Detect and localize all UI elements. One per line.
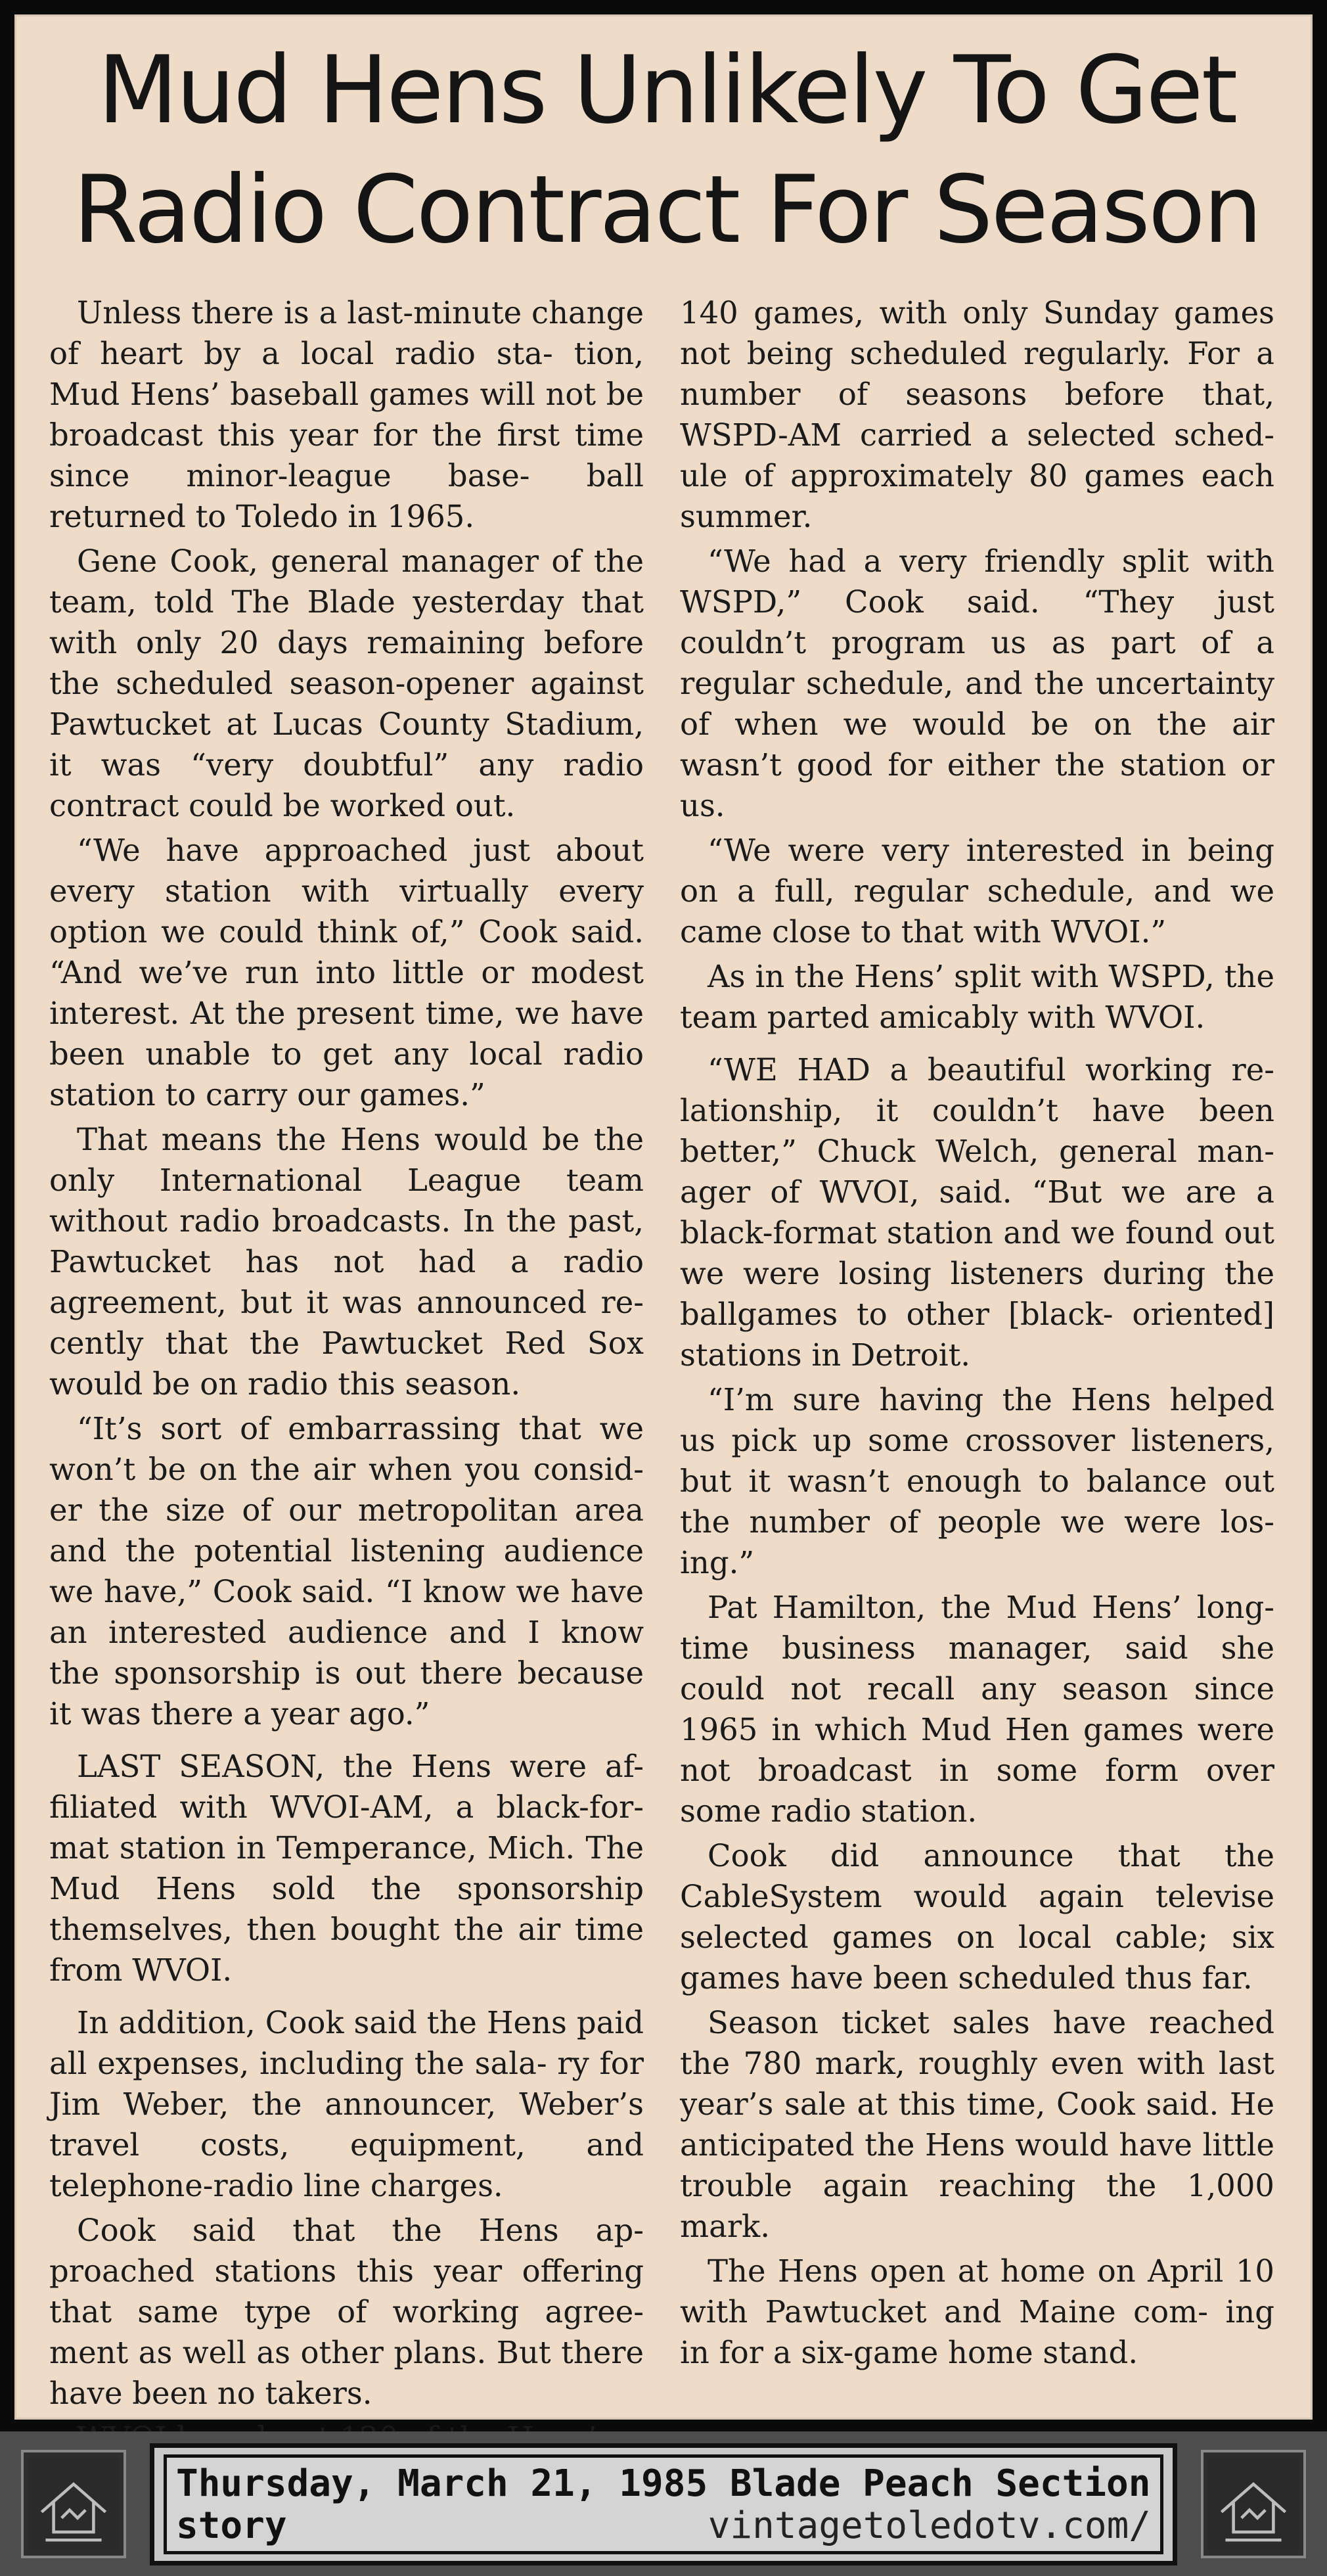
- vintage-toledo-tv-logo-icon: [1201, 2450, 1306, 2558]
- paragraph: Unless there is a last-minute change of heart by a local radio sta- tion, Mud Hens’ baseball games will not be broadcast this year for the first time since minor-league base- ball returned to Toledo in 1965.: [49, 295, 644, 534]
- logo-graphic: [24, 2452, 124, 2556]
- paragraph: Cook said that the Hens ap- proached stations this year offering that same type of working agree- ment as well as other plans. But there have been no takers.: [49, 2213, 644, 2411]
- paragraph: LAST SEASON, the Hens were af- filiated with WVOI-AM, a black-for- mat station in Temperance, Mich. The Mud Hens sold the sponsorship themselves, then bought the air time from WVOI.: [49, 1749, 644, 1988]
- right-column: [680, 292, 1274, 2415]
- paragraph: Pat Hamilton, the Mud Hens’ long- time business manager, said she could not recall any season since 1965 in which Mud Hen games were not broadcast in some form over some radio station.: [680, 1590, 1274, 1829]
- paragraph: “We have approached just about every station with virtually every option we could think of,” Cook said. “And we’ve run into little or modest interest. At the present time, we have been unable to get any local radio station to carry our games.”: [49, 833, 644, 1113]
- left-column: [49, 292, 644, 2415]
- paragraph: “It’s sort of embarrassing that we won’t be on the air when you consid- er the size of our metropolitan area and the potential listening audience we have,” Cook said. “I know we have an interested audience and I know the sponsorship is out there because it was there a year ago.”: [49, 1411, 644, 1732]
- caption-inner: [164, 2454, 1163, 2554]
- paragraph: “We were very interested in being on a full, regular schedule, and we came close to that with WVOI.”: [680, 833, 1274, 950]
- newspaper-clipping: [14, 14, 1313, 2420]
- headline-line-2: Radio Contract For Season: [73, 156, 1261, 264]
- paragraph: In addition, Cook said the Hens paid all expenses, including the sala- ry for Jim Weber, the announcer, Weber’s travel costs, equipment, and telephone-radio line charges.: [49, 2005, 644, 2203]
- paragraph: That means the Hens would be the only International League team without radio broadcasts. In the past, Pawtucket has not had a radio agreement, but it was announced re- cently that the Pawtucket Red Sox would be on radio this season.: [49, 1122, 644, 1402]
- paragraph: Season ticket sales have reached the 780 mark, roughly even with last year’s sale at this time, Cook said. He anticipated the Hens would have little trouble again reaching the 1,000 mark.: [680, 2005, 1274, 2244]
- caption-box: [150, 2443, 1177, 2565]
- vintage-toledo-tv-logo-icon: [21, 2450, 126, 2558]
- paragraph: “We had a very friendly split with WSPD,” Cook said. “They just couldn’t program us as part of a regular schedule, and the uncertainty of when we would be on the air wasn’t good for either the station or us.: [680, 543, 1274, 823]
- caption-line-2: story: [176, 2504, 287, 2547]
- paragraph: Cook did announce that the CableSystem would again televise selected games on local cable; six games have been scheduled thus far.: [680, 1838, 1274, 1996]
- paragraph: Gene Cook, general manager of the team, told The Blade yesterday that with only 20 days remaining before the scheduled season-opener against Pawtucket at Lucas County Stadium, it was “very doubtful” any radio contract could be worked out.: [49, 543, 644, 823]
- headline: [43, 31, 1291, 270]
- paragraph: “WE HAD a beautiful working re- lationship, it couldn’t have been better,” Chuck Welch, general man- ager of WVOI, said. “But we are a black-format station and we found out we were losing listeners during the ballgames to other [black- oriented] stations in Detroit.: [680, 1052, 1274, 1373]
- caption-url: vintagetoledotv.com/: [708, 2504, 1151, 2547]
- paragraph: The Hens open at home on April 10 with Pawtucket and Maine com- ing in for a six-game home stand.: [680, 2253, 1274, 2370]
- paragraph: 140 games, with only Sunday games not being scheduled regularly. For a number of seasons before that, WSPD-AM carried a selected sched- ule of approximately 80 games each summer.: [680, 295, 1274, 534]
- caption-line-1: Thursday, March 21, 1985 Blade Peach Section: [176, 2462, 1151, 2505]
- logo-graphic: [1203, 2452, 1303, 2556]
- paragraph: As in the Hens’ split with WSPD, the team parted amicably with WVOI.: [680, 959, 1274, 1035]
- paragraph: “I’m sure having the Hens helped us pick up some crossover listeners, but it wasn’t enough to balance out the number of people we were los- ing.”: [680, 1382, 1274, 1580]
- headline-line-1: Mud Hens Unlikely To Get: [97, 36, 1236, 145]
